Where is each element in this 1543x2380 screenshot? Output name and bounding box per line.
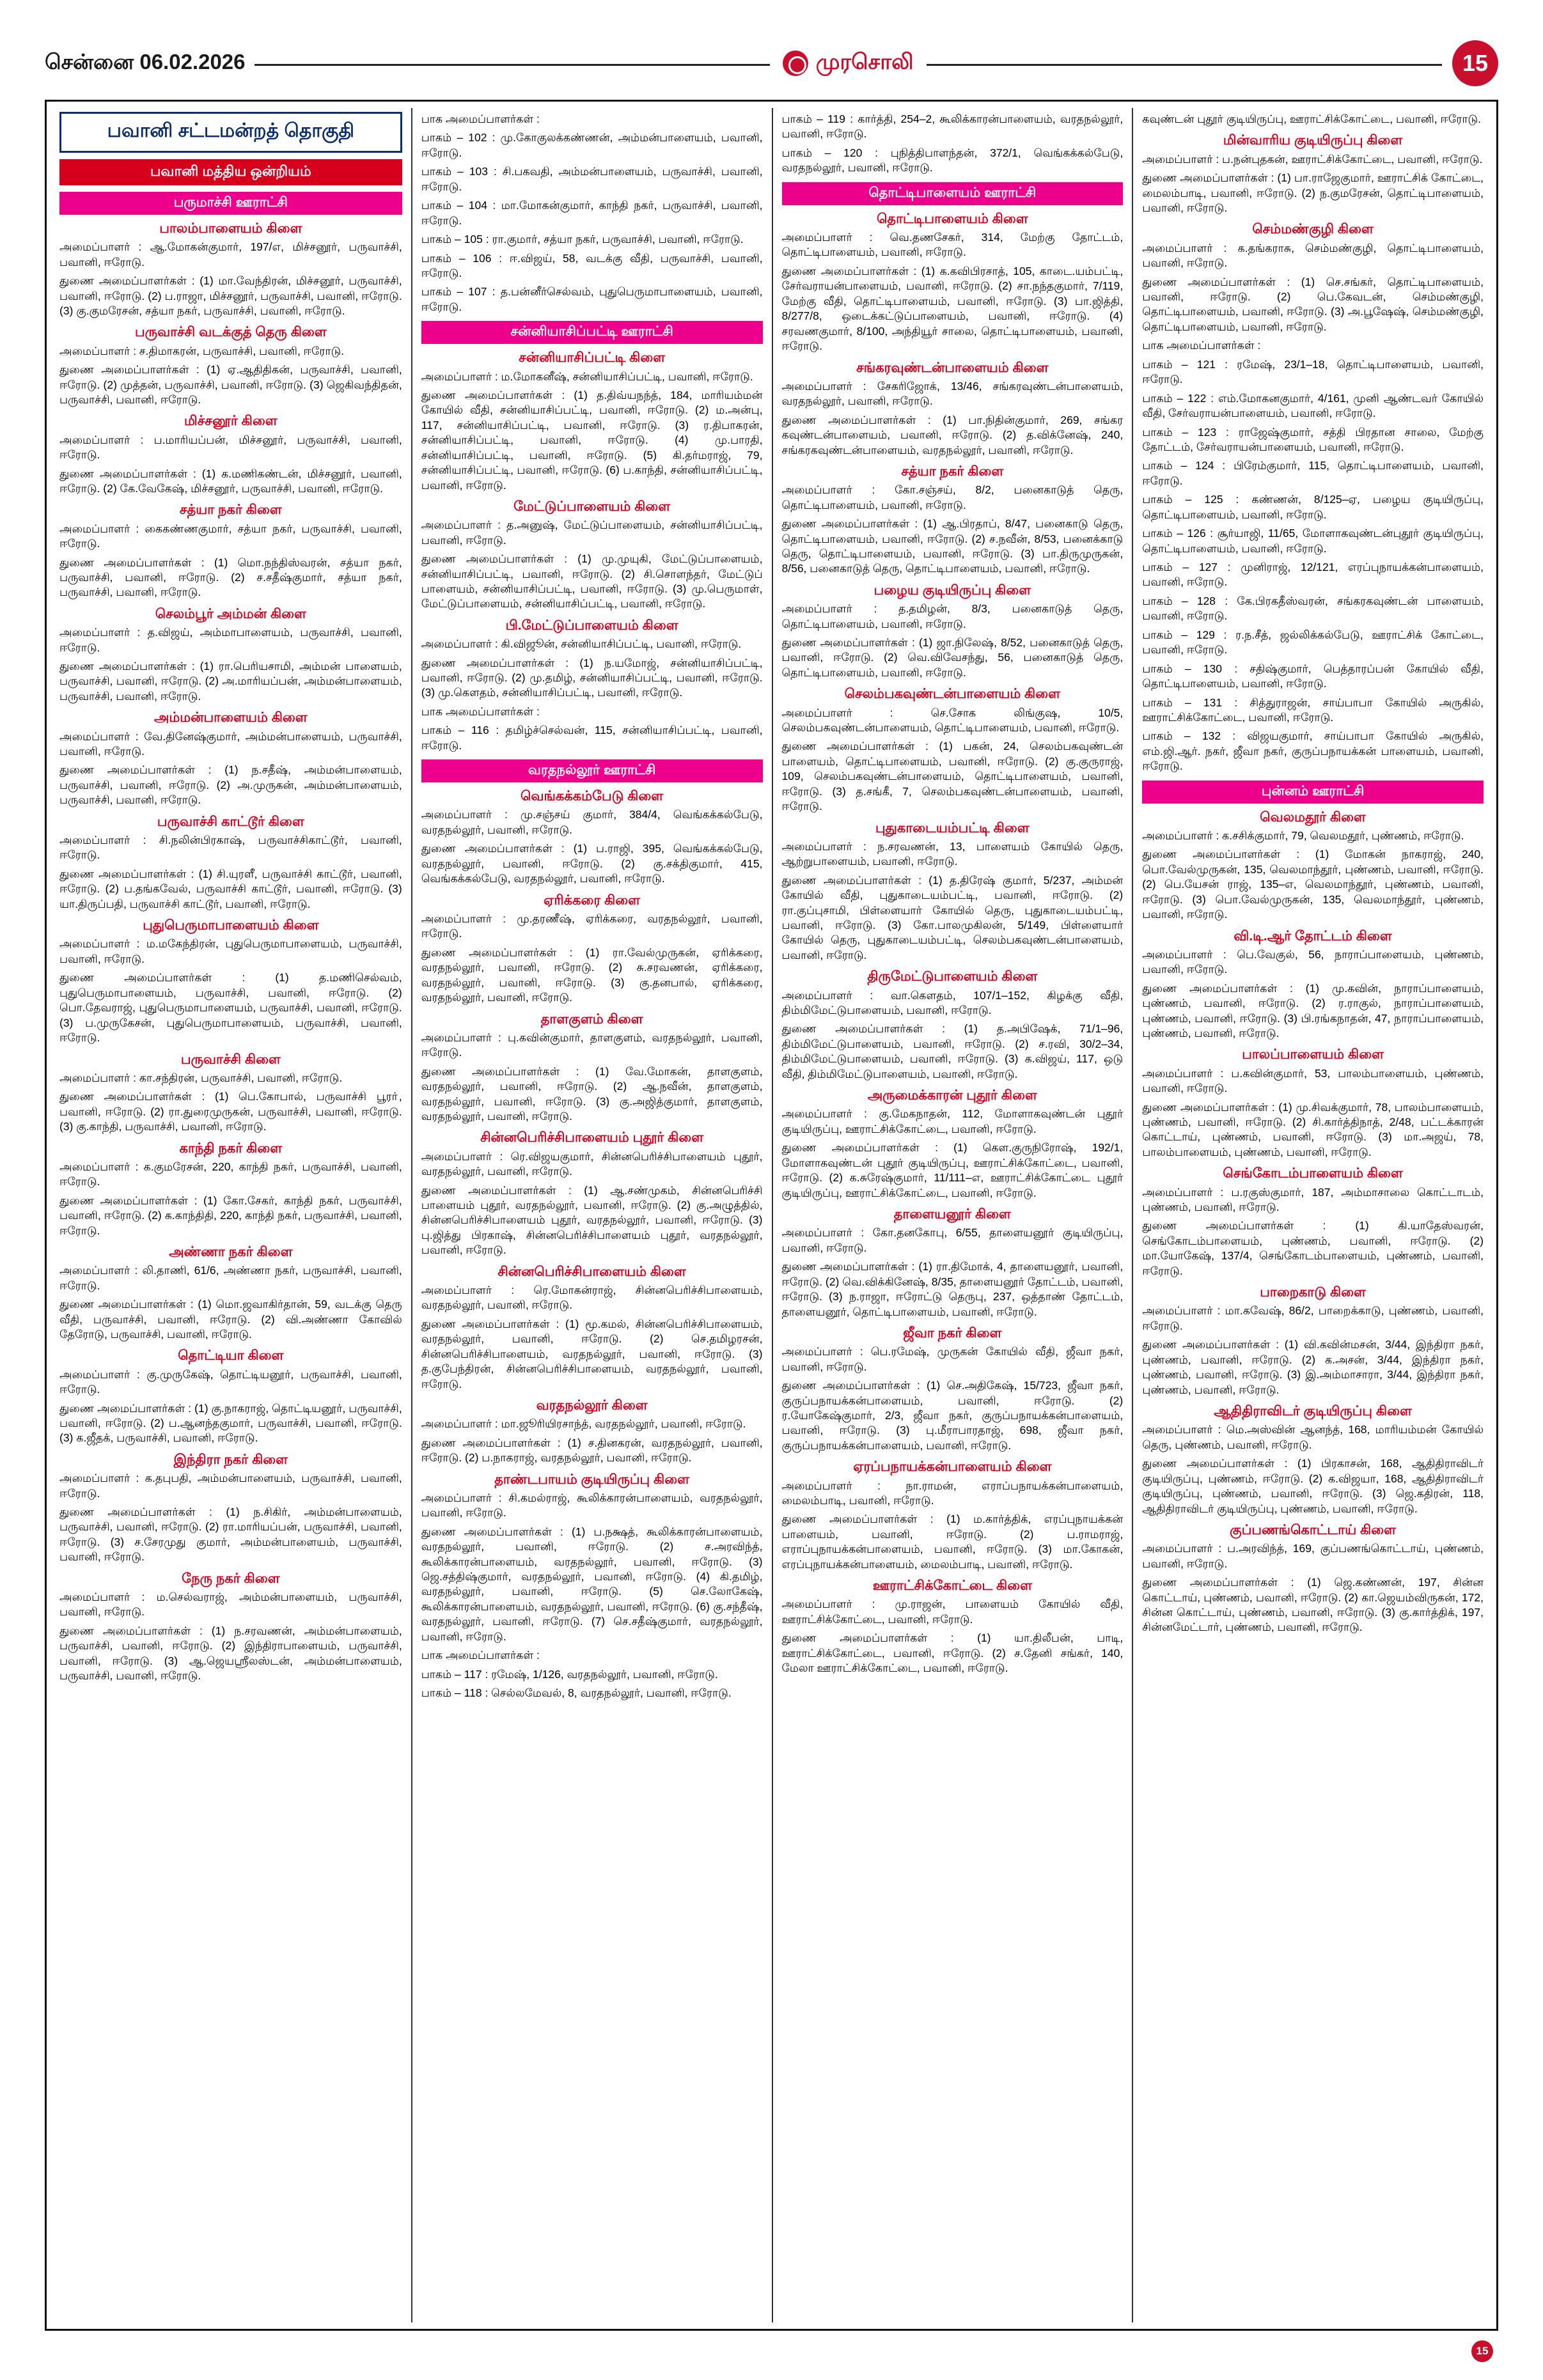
branch-heading: செம்மண்குழி கிளை	[1252, 222, 1374, 237]
part-organizer-entry: பாகம் – 124 : பிரேம்குமார், 115, தொட்டிபாளையம், பவானி, ஈரோடு.	[1142, 459, 1484, 487]
column-4	[1132, 108, 1492, 2322]
organizer-entry: துணை அமைப்பாளர்கள் : (1) த.திவ்யநந்த், 184, மாரியம்மன் கோயில் வீதி, சன்னியாசிப்பட்டி, பவானி, ஈரோடு. (2) ம.அன்பு, 117, சன்னியாசிப்பட்டி, பவானி, ஈரோடு. (3) ர.திபாகரன், சன்னியாசிப்பட்டி, பவானி, ஈரோடு. (4) மு.பாரதி, சன்னியாசிப்பட்டி, பவானி, ஈரோடு. (5) கி.தர்மராஜ், 79, சன்னியாசிப்பட்டி, பவானி, ஈரோடு. (6) ப.காந்தி, சன்னியாசிப்பட்டி, பவானி, ஈரோடு.	[421, 388, 763, 492]
branch-heading: ஜீவா நகர் கிளை	[903, 1325, 1002, 1341]
organizer-entry: துணை அமைப்பாளர்கள் : (1) மு.சிவக்குமார், 78, பாலம்பாளையம், புண்ணம், பவானி, ஈரோடு. (2) சி.கார்த்திநாத், 2/48, பட்டக்காரன் கொட்டாய், புண்ணம், பவானி, ஈரோடு. (3) மா.அஜய், 78, பாலம்பாளையம், புண்ணம், பவானி, ஈரோடு.	[1142, 1100, 1484, 1158]
branch-heading: அம்மன்பாளையம் கிளை	[154, 710, 308, 726]
union-heading: பவானி மத்திய ஒன்றியம்	[59, 159, 402, 185]
organizer-entry: துணை அமைப்பாளர்கள் : (1) மு.முயுகி, மேட்டுப்பாளையம், சன்னியாசிப்பட்டி, பவானி, ஈரோடு. (2) சி.சொளந்தர், மேட்டுப் பாளையம், சன்னியாசிப்பட்டி, பவானி, ஈரோடு. (3) மு.பெருமாள், மேட்டுப்பாளையம், சன்னியாசிப்பட்டி, பவானி, ஈரோடு.	[421, 552, 763, 611]
panchayat-heading: பருமாச்சி ஊராட்சி	[59, 192, 402, 215]
organizer-entry: துணை அமைப்பாளர்கள் : (1) கு.நாகராஜ், தொட்டியனூர், பருவாச்சி, பவானி, ஈரோடு. (2) ப.ஆனந்தகுமார், பருவாச்சி, பவானி, ஈரோடு. (3) க.ஜீதக், பருவாச்சி, பவானி, ஈரோடு.	[59, 1401, 402, 1445]
organizer-entry: துணை அமைப்பாளர்கள் : (1) பா.ராஜேகுமார், ஊராட்சிக் கோட்டை, மைலம்பாடி, பவானி, ஈரோடு. (2) ந.குமரேசன், தொட்டிபாளையம், பவானி, ஈரோடு.	[1142, 171, 1484, 214]
organizer-entry: அமைப்பாளர் : கு.முருகேஷ், தொட்டியனூர், பருவாச்சி, பவானி, ஈரோடு.	[59, 1367, 402, 1396]
branch-heading: சங்கரவுண்டன்பாளையம் கிளை	[856, 360, 1049, 375]
branch-heading: சத்யா நகர் கிளை	[179, 502, 282, 518]
part-organizer-entry: பாகம் – 121 : ரமேஷ், 23/1–18, தொட்டிபாளையம், பவானி, ஈரோடு.	[1142, 357, 1484, 386]
part-organizer-entry: பாகம் – 127 : முனிராஜ், 12/121, எரப்புநாயக்கன்பாளையம், பவானி, ஈரோடு.	[1142, 561, 1484, 589]
part-organizer-entry: பாகம் – 120 : புநித்திபாளந்தன், 372/1, வெங்கக்கல்பேடு, வரதநல்லூர், பவானி, ஈரோடு.	[781, 146, 1124, 175]
organizer-entry: அமைப்பாளர் : க.தங்கராசு, செம்மண்குழி, தொட்டிபாளையம், பவானி, ஈரோடு.	[1142, 241, 1484, 270]
constituency-title	[59, 112, 402, 153]
organizer-entry: துணை அமைப்பாளர்கள் : (1) கி.யாதேஸ்வரன், செங்கோடம்பாளையம், புண்ணம், பவானி, ஈரோடு. (2) மா.யோகேஷ், 137/4, செங்கோடம்பாளையம், புண்ணம், பவானி, ஈரோடு.	[1142, 1219, 1484, 1277]
organizer-entry: துணை அமைப்பாளர்கள் : (1) ந.சதீஷ், அம்மன்பாளையம், பருவாச்சி, பவானி, ஈரோடு. (2) அ.முருகன், அம்மன்பாளையம், பருவாச்சி, பவானி, ஈரோடு.	[59, 763, 402, 807]
column-1	[51, 108, 411, 2322]
part-organizer-entry: பாகம் – 122 : எம்.மோகனகுமார், 4/161, முனி ஆண்டவர் கோயில் வீதி, சேர்வராயன்பாளையம், பவானி, ஈரோடு.	[1142, 391, 1484, 420]
organizer-entry: அமைப்பாளர் : க.குமரேசன், 220, காந்தி நகர், பருவாச்சி, பவானி, ஈரோடு.	[59, 1160, 402, 1188]
organizer-entry: அமைப்பாளர் : கோ.தனகோபு, 6/55, தாளையனூர் குடியிருப்பு, பவானி, ஈரோடு.	[781, 1226, 1124, 1254]
organizer-entry: துணை அமைப்பாளர்கள் : (1) பகன், 24, செலம்பகவுண்டன் பாளையம், தொட்டிபாளையம், பவானி, ஈரோடு. (2) கு.குருராஜ், 109, செலம்பகவுண்டன்பாளையம், தொட்டிபாளையம், பவானி, ஈரோடு. (3) த.சங்கீ, 7, செலம்பகவுண்டன்பாளையம், பவானி, ஈரோடு.	[781, 740, 1124, 813]
organizer-entry: அமைப்பாளர் : மு.தரணீஷ், ஏரிக்கரை, வரதநல்லூர், பவானி, ஈரோடு.	[421, 912, 763, 940]
part-organizer-entry: பாகம் – 104 : மா.மோகன்குமார், காந்தி நகர், பருவாச்சி, பவானி, ஈரோடு.	[421, 199, 763, 227]
branch-heading: சின்னபெரிச்சிபாளையம் கிளை	[497, 1264, 686, 1279]
organizer-entry: துணை அமைப்பாளர்கள் : (1) ரா.திமோக், 4, தாளையனூர், பவானி, ஈரோடு. (2) வெ.விக்கினேஷ், 8/35, தாளையனூர் தோட்டம், பவானி, ஈரோடு. (3) ந.ராஜா, ஈரோட்டு தெருபு, 237, ஒத்தாண் தோட்டம், தாளையனூர், தொட்டிபாளையம், பவானி, ஈரோடு.	[781, 1260, 1124, 1318]
organizer-entry: துணை அமைப்பாளர்கள் : (1) மோகன் நாகராஜ், 240, பொ.வேல்முருகன், 135, வெலமாந்தூர், புண்ணம், பவானி, ஈரோடு. (2) பெ.யேசன் ராஜ், 135–எ, வெலமாந்தூர், புண்ணம், பவானி, ஈரோடு. (3) பொ.வேல்முருகன், 135, வெலமாந்தூர், புண்ணம், பவானி, ஈரோடு.	[1142, 848, 1484, 921]
organizer-entry: அமைப்பாளர் : மெ.அஸ்வின் ஆனந்த், 168, மாரியம்மன் கோயில் தெரு, புண்ணம், பவானி, ஈரோடு.	[1142, 1423, 1484, 1451]
publication-name: முரசொலி	[815, 49, 914, 74]
branch-heading: தொட்டியா கிளை	[178, 1348, 284, 1364]
part-organizer-entry: கவுண்டன் புதூர் குடியிருப்பு, ஊராட்சிக்கோட்டை, பவானி, ஈரோடு.	[1142, 113, 1481, 125]
part-organizer-entry: பாகம் – 119 : கார்த்தி, 254–2, கூலிக்காரன்பாளையம், வரதநல்லூர், பவானி, ஈரோடு.	[781, 113, 1124, 141]
branch-heading: வெலமதூர் கிளை	[1260, 809, 1366, 825]
organizer-entry: அமைப்பாளர் : ரெ.விஜயகுமார், சின்னபெரிச்சிபாளையம் புதூர், வரதநல்லூர், பவானி, ஈரோடு.	[421, 1149, 763, 1178]
part-organizer-entry: பாகம் – 117 : ரமேஷ், 1/126, வரதநல்லூர், பவானி, ஈரோடு.	[421, 1667, 718, 1681]
branch-heading: செலம்பகவுண்டன்பாளையம் கிளை	[844, 687, 1061, 702]
organizer-entry: துணை அமைப்பாளர்கள் : (1) செ.அதிகேஷ், 15/723, ஜீவா நகர், குருப்பநாயக்கன்பாளையம், பவானி, ஈரோடு. (2) ர.யோகேஷ்குமார், 2/3, ஜீவா நகர், குருப்பநாயக்கன்பாளையம், பவானி, ஈரோடு. (3) பு.மீராபாரதாஜ், 698, ஜீவா நகர், குருப்பநாயக்கன்பாளையம், பவானி, ஈரோடு.	[781, 1379, 1124, 1452]
part-organizer-entry: பாக அமைப்பாளர்கள் :	[421, 113, 540, 125]
part-organizer-entry: பாகம் – 131 : சித்துராஜன், சாய்பாபா கோயில் அருகில், ஊராட்சிக்கோட்டை, பவானி, ஈரோடு.	[1142, 696, 1484, 724]
organizer-entry: துணை அமைப்பாளர்கள் : (1) ம.கார்த்திக், எரப்புநாயக்கன் பாளையம், பவானி, ஈரோடு. (2) ப.ராமராஜ், எராப்புநாயக்கன்பாளையம், பவானி, ஈரோடு. (3) மா.கோகன், எரப்புநாயக்கன்பாளையம், மைலம்பாடி, பவானி, ஈரோடு.	[781, 1513, 1124, 1571]
organizer-entry: அமைப்பாளர் : ஆ.மோகன்குமார், 197/எ, மிச்சனூர், பருவாச்சி, பவானி, ஈரோடு.	[59, 240, 402, 268]
organizer-entry: அமைப்பாளர் : ப.கவின்குமார், 53, பாலம்பாளையம், புண்ணம், பவானி, ஈரோடு.	[1142, 1066, 1484, 1095]
panchayat-heading: சன்னியாசிப்பட்டி ஊராட்சி	[421, 321, 763, 344]
organizer-entry: அமைப்பாளர் : க.சசிக்குமார், 79, வெலமதூர், புண்ணம், ஈரோடு.	[1142, 828, 1464, 842]
branch-heading: தாளகுளம் கிளை	[540, 1011, 643, 1027]
panchayat-heading: தொட்டிபாளையம் ஊராட்சி	[782, 182, 1124, 205]
organizer-entry: அமைப்பாளர் : சி.கமல்ராஜ், கூலிக்காரன்பாளையம், வரதநல்லூர், பவானி, ஈரோடு.	[421, 1491, 763, 1520]
organizer-entry: துணை அமைப்பாளர்கள் : (1) க.கவிபிரசாத், 105, காடை.யம்பட்டி, சேர்வராயன்பாளையம், பவானி, ஈரோடு. (2) சா.நந்தகுமார், 7/119, மேற்கு வீதி, தொட்டிபாளையம், பவானி, ஈரோடு. (3) பா.ஜித்தி, 8/277/8, ஒடைக்கட்டுப்பாளையம், பவானி, ஈரோடு. (4) சரவணகுமார், 8/100, அந்தியூர் சாலை, தொட்டிபாளையம், பவானி, ஈரோடு.	[781, 264, 1124, 353]
organizer-entry: அமைப்பாளர் : ப.அரவிந்த், 169, குப்பணங்கொட்டாய், புண்ணம், பவானி, ஈரோடு.	[1142, 1542, 1484, 1570]
organizer-entry: துணை அமைப்பாளர்கள் : (1) ஆ.சண்முகம், சின்னபெரிச்சி பாளையம் புதூர், வரதநல்லூர், பவானி, ஈரோடு. (2) கு.அழுத்தில், சின்னபெரிச்சிபாளையம் புதூர், வரதநல்லூர், பவானி, ஈரோடு. (3) பு.ஜித்து பிரகாஷ், சின்னபெரிச்சிபாளையம் புதூர், வரதநல்லூர், பவானி, ஈரோடு.	[421, 1183, 763, 1257]
branch-heading: பருவாச்சி காட்டூர் கிளை	[157, 814, 304, 829]
panchayat-heading: புன்னம் ஊராட்சி	[1142, 781, 1484, 804]
branch-heading: மேட்டுப்பாளையம் கிளை	[513, 499, 671, 514]
part-organizer-entry: பாகம் – 128 : கே.பிரகதீஸ்வரன், சங்கரகவுண்டன் பாளையம், பவானி, ஈரோடு.	[1142, 594, 1484, 623]
branch-heading: செங்கோடம்பாளையம் கிளை	[1223, 1166, 1403, 1181]
branch-heading: ஏரிக்கரை கிளை	[544, 892, 641, 908]
organizer-entry: துணை அமைப்பாளர்கள் : (1) செ.சங்கர், தொட்டிபாளையம், பவானி, ஈரோடு. (2) பெ.கேவடன், செம்மண்குழி, தொட்டிபாளையம், பவானி, ஈரோடு. (3) அ.பூஷேஷ், செம்மண்குழி, தொட்டிபாளையம், பவானி, ஈரோடு.	[1142, 275, 1484, 333]
part-organizer-entry: பாக அமைப்பாளர்கள் :	[421, 1649, 540, 1662]
edition-date: சென்னை 06.02.2026	[45, 49, 246, 74]
branch-heading: வரதநல்லூர் கிளை	[536, 1398, 648, 1413]
column-3	[772, 108, 1132, 2322]
organizer-entry: துணை அமைப்பாளர்கள் : (1) யா.திலீபன், பாடி, ஊராட்சிக்கோட்டை, பவானி, ஈரோடு. (2) ச.தேனி சங்கர், 140, மேலா ஊராட்சிக்கோட்டை, பவானி, ஈரோடு.	[781, 1631, 1124, 1675]
organizer-entry: அமைப்பாளர் : சேகரிஜோக், 13/46, சங்கரவுண்டன்பாளையம், வரதநல்லூர், பவானி, ஈரோடு.	[781, 379, 1124, 408]
organizer-entry: துணை அமைப்பாளர்கள் : (1) ரா.வேல்முருகன், ஏரிக்கரை, வரதநல்லூர், பவானி, ஈரோடு. (2) சு.சரவணன், ஏரிக்கரை, வரதநல்லூர், பவானி, ஈரோடு. (3) கு.தனபால், ஏரிக்கரை, வரதநல்லூர், பவானி, ஈரோடு.	[421, 945, 763, 1004]
branch-heading: பழைய குடியிருப்பு கிளை	[873, 582, 1031, 598]
branch-heading: திருமேட்டுபாளையம் கிளை	[867, 969, 1038, 984]
organizer-entry: அமைப்பாளர் : செ.சோக லிங்குஷ, 10/5, செலம்பகவுண்டன்பாளையம், தொட்டிபாளையம், பவானி, ஈரோடு.	[781, 706, 1124, 734]
organizer-entry: அமைப்பாளர் : ச.திமாகரன், பருவாச்சி, பவானி, ஈரோடு.	[59, 344, 345, 357]
organizer-entry: அமைப்பாளர் : மு.சஞ்சய் குமார், 384/4, வெங்கக்கல்பேடு, வரதநல்லூர், பவானி, ஈரோடு.	[421, 808, 763, 836]
branch-heading: வி.டி.ஆர் தோட்டம் கிளை	[1234, 928, 1392, 944]
organizer-entry: அமைப்பாளர் : கு.மேகநாதன், 112, மோளாகவுண்டன் புதூர் குடியிருப்பு, ஊராட்சிக்கோட்டை, பவானி, ஈரோடு.	[781, 1107, 1124, 1135]
branch-heading: புதுகாடையம்பட்டி கிளை	[875, 820, 1030, 836]
branch-heading: குப்பணங்கொட்டாய் கிளை	[1230, 1522, 1397, 1537]
part-organizer-entry: பாகம் – 129 : ர.ந.சீத், ஜல்லிக்கல்பேடு, ஊராட்சிக் கோட்டை, பவானி, ஈரோடு.	[1142, 628, 1484, 657]
part-organizer-entry: பாகம் – 123 : ராஜேஷ்குமார், சத்தி பிரதான சாலை, மேற்கு தோட்டம், சேர்வராயன்பாளையம், பவானி, ஈரோடு.	[1142, 425, 1484, 453]
branch-heading: நேரு நகர் கிளை	[182, 1571, 280, 1586]
part-organizer-entry: பாகம் – 132 : விஜயகுமார், சாய்பாபா கோயில் அருகில், எம்.ஜி.ஆர். நகர், ஜீவா நகர், குருப்பநாயக்கன் பாளையம், பவானி, ஈரோடு.	[1142, 729, 1484, 773]
part-organizer-entry: பாக அமைப்பாளர்கள் :	[421, 704, 540, 718]
branch-heading: காந்தி நகர் கிளை	[179, 1140, 283, 1156]
organizer-entry: துணை அமைப்பாளர்கள் : (1) ஜா.நிலேஷ், 8/52, பனைகாடுத் தெரு, பவானி, ஈரோடு. (2) வெ.விவேசந்து, 56, பனைகாடுத் தெரு, தொட்டிபாளையம், பவானி, ஈரோடு.	[781, 635, 1124, 679]
footer-page-number: 15	[1471, 2340, 1493, 2362]
organizer-entry: அமைப்பாளர் : க.தபுபதி, அம்மன்பாளையம், பருவாச்சி, பவானி, ஈரோடு.	[59, 1472, 402, 1500]
murasoli-emblem-icon	[783, 51, 808, 76]
organizer-entry: அமைப்பாளர் : பெ.வேகுல், 56, நாராப்பாளையம், புண்ணம், பவானி, ஈரோடு.	[1142, 947, 1484, 976]
branch-heading: ஆதிதிராவிடர் குடியிருப்பு கிளை	[1214, 1404, 1412, 1419]
organizer-entry: அமைப்பாளர் : கைகண்ணகுமார், சத்யா நகர், பருவாச்சி, பவானி, ஈரோடு.	[59, 522, 402, 550]
organizer-entry: அமைப்பாளர் : கி.விஜூன், சன்னியாசிப்பட்டி, பவானி, ஈரோடு.	[421, 637, 742, 651]
organizer-entry: அமைப்பாளர் : கா.சந்திரன், பருவாச்சி, பவானி, ஈரோடு.	[59, 1071, 343, 1084]
part-organizer-entry: பாகம் – 118 : செல்லமேவல், 8, வரதநல்லூர், பவானி, ஈரோடு.	[421, 1686, 732, 1700]
organizer-entry: அமைப்பாளர் : ம.மோகனீஷ், சன்னியாசிப்பட்டி, பவானி, ஈரோடு.	[421, 369, 753, 383]
organizer-entry: துணை அமைப்பாளர்கள் : (1) வே.மோகன், தாளகுளம், வரதநல்லூர், பவானி, ஈரோடு. (2) ஆ.நவீன், தாளகுளம், வரதநல்லூர், பவானி, ஈரோடு. (3) கு.அஜித்குமார், தாளகுளம், வரதநல்லூர், பவானி, ஈரோடு.	[421, 1064, 763, 1123]
organizer-entry: அமைப்பாளர் : த.அனுஷ், மேட்டுப்பாளையம், சன்னியாசிப்பட்டி, பவானி, ஈரோடு.	[421, 518, 763, 547]
organizer-entry: அமைப்பாளர் : கோ.சஞ்சய், 8/2, பனைகாடுத் தெரு, தொட்டிபாளையம், பவானி, ஈரோடு.	[781, 483, 1124, 511]
branch-heading: சன்னியாசிப்பட்டி கிளை	[519, 350, 666, 366]
masthead	[45, 38, 1498, 88]
organizer-entry: அமைப்பாளர் : மு.ராஜன், பாளையம் கோயில் வீதி, ஊராட்சிக்கோட்டை, பவானி, ஈரோடு.	[781, 1598, 1124, 1626]
part-organizer-entry: பாக அமைப்பாளர்கள் :	[1142, 339, 1261, 352]
part-organizer-entry: பாகம் – 105 : ரா.குமார், சத்யா நகர், பருவாச்சி, பவானி, ஈரோடு.	[421, 233, 744, 246]
branch-heading: புதுபெருமாபாளையம் கிளை	[143, 918, 319, 933]
constituency-title-text: பவானி சட்டமன்றத் தொகுதி	[107, 120, 355, 141]
organizer-entry: அமைப்பாளர் : த.விஜய், அம்மாபாளையம், பருவாச்சி, பவானி, ஈரோடு.	[59, 626, 402, 654]
organizer-entry: அமைப்பாளர் : நா.ராமன், எராப்பநாயக்கன்பாளையம், மைலம்பாடி, பவானி, ஈரோடு.	[781, 1479, 1124, 1507]
organizer-entry: துணை அமைப்பாளர்கள் : (1) சி.யுரளீ, பருவாச்சி காட்டூர், பவானி, ஈரோடு. (2) ப.தங்கவேல், பருவாச்சி காட்டூர், பவானி, ஈரோடு. (3) யா.திருப்பதி, பருவாச்சி காட்டூர், பவானி, ஈரோடு.	[59, 867, 402, 910]
page-number-badge: 15	[1452, 40, 1498, 86]
organizer-entry: அமைப்பாளர் : ப.ரகுஸ்குமார், 187, அம்மாசாலை கொட்டாடம், புண்ணம், பவானி, ஈரோடு.	[1142, 1185, 1484, 1213]
masthead-rule-right	[927, 64, 1442, 66]
organizer-entry: அமைப்பாளர் : லி.தாணி, 61/6, அண்ணா நகர், பருவாச்சி, பவானி, ஈரோடு.	[59, 1264, 402, 1292]
part-organizer-entry: பாகம் – 107 : த.பன்னீர்செல்வம், புதுபெருமாபாளையம், பவானி, ஈரோடு.	[421, 285, 763, 313]
content-frame	[45, 100, 1498, 2331]
organizer-entry: துணை அமைப்பாளர்கள் : (1) மா.வேந்திரன், மிச்சனூர், பருவாச்சி, பவானி, ஈரோடு. (2) ப.ராஜா, மிச்சனூர், பருவாச்சி, பவானி, ஈரோடு. (3) கு.குமரேசன், சத்யா நகர், பருவாச்சி, பவானி, ஈரோடு.	[59, 274, 402, 317]
branch-heading: வெங்கக்கம்பேடு கிளை	[521, 789, 664, 804]
panchayat-heading: வரதநல்லூர் ஊராட்சி	[421, 759, 763, 782]
organizer-entry: துணை அமைப்பாளர்கள் : (1) ஏ.ஆதிதிகன், பருவாச்சி, பவானி, ஈரோடு. (2) முத்தன், பருவாச்சி, பவானி, ஈரோடு. (3) ஜெகிவந்திதன், பருவாச்சி, பவானி, ஈரோடு.	[59, 363, 402, 406]
organizer-entry: துணை அமைப்பாளர்கள் : (1) ரா.பெரியசாமி, அம்மன் பாளையம், பருவாச்சி, பவானி, ஈரோடு. (2) அ.மாரியப்பன், அம்மன்பாளையம், பருவாச்சி, பவானி, ஈரோடு.	[59, 660, 402, 703]
organizer-entry: துணை அமைப்பாளர்கள் : (1) மொ.ஜவாகிர்தான், 59, வடக்கு தெரு வீதி, பருவாச்சி, பவானி, ஈரோடு. (2) வி.அண்ணா கோவில் தேரோடு, பருவாச்சி, பவானி, ஈரோடு.	[59, 1298, 402, 1341]
organizer-entry: துணை அமைப்பாளர்கள் : (1) க.மணிகண்டன், மிச்சனூர், பவானி, ஈரோடு. (2) கே.வேகேஷ், மிச்சனூர், பருவாச்சி, பவானி, ஈரோடு.	[59, 467, 402, 495]
organizer-entry: துணை அமைப்பாளர்கள் : (1) ஆ.பிரதாப், 8/47, பனைகாடு தெரு, தொட்டிபாளையம், பவானி, ஈரோடு. (2) ச.நவீன், 8/53, பனைக்காடு தெரு, தொட்டிபாளையம், பவானி, ஈரோடு. (3) பா.திருமுருகன், 8/56, பனைகாடுத் தெரு, தொட்டிபாளையம், பவானி, ஈரோடு.	[781, 517, 1124, 575]
branch-heading: இந்திரா நகர் கிளை	[173, 1452, 288, 1467]
organizer-entry: அமைப்பாளர் : சி.நலின்பிரகாஷ், பருவாச்சிகாட்டூர், பவானி, ஈரோடு.	[59, 834, 402, 862]
organizer-entry: அமைப்பாளர் : மா.ஜூரியிரசாந்த், வரதநல்லூர், பவானி, ஈரோடு.	[421, 1417, 746, 1431]
branch-heading: ஏரப்பநாயக்கன்பாளையம் கிளை	[853, 1459, 1052, 1475]
organizer-entry: துணை அமைப்பாளர்கள் : (1) ந.சிகிர், அம்மன்பாளையம், பருவாச்சி, பவானி, ஈரோடு. (2) ரா.மாரியப்பன், பருவாச்சி, பவானி, ஈரோடு. (3) ச.சேரமுது குமார், அம்மன்பாளையம், பருவாச்சி, பவானி, ஈரோடு.	[59, 1505, 402, 1564]
organizer-entry: துணை அமைப்பாளர்கள் : (1) பா.நிதின்குமார், 269, சங்கர கவுண்டன்பாளையம், பவானி, ஈரோடு. (2) த.விக்னேஷ், 240, சங்கரகவுண்டன்பாளையம், வரதநல்லூர், பவானி, ஈரோடு.	[781, 413, 1124, 456]
part-organizer-entry: பாகம் – 116 : தமிழ்ச்செல்வன், 115, சன்னியாசிப்பட்டி, பவானி, ஈரோடு.	[421, 724, 763, 752]
branch-heading: பாறைகாடு கிளை	[1260, 1285, 1367, 1300]
organizer-entry: அமைப்பாளர் : பெ.ரமேஷ், முருகன் கோயில் வீதி, ஜீவா நகர், பவானி, ஈரோடு.	[781, 1345, 1124, 1373]
organizer-entry: துணை அமைப்பாளர்கள் : (1) பிரகாசன், 168, ஆதிதிராவிடர் குடியிருப்பு, புண்ணம், ஈரோடு. (2) க.விஜயா, 168, ஆதிதிராவிடர் குடியிருப்பு, புண்ணம், பவானி, ஈரோடு. (3) ஜெ.கதிரன், 118, ஆதிதிராவிடர் குடியிருப்பு, புண்ணம், பவானி, ஈரோடு.	[1142, 1457, 1484, 1515]
branch-heading: தொட்டிபாளையம் கிளை	[877, 211, 1028, 226]
branch-heading: தாண்டபாயம் குடியிருப்பு கிளை	[494, 1472, 690, 1487]
organizer-entry: துணை அமைப்பாளர்கள் : (1) த.திரேஷ் குமார், 5/237, அம்மன் கோயில் வீதி, புதுகாடையம்பட்டி, பவானி, ஈரோடு. (2) ரா.குப்புசாமி, பிள்ளையார் கோயில் தெரு, புதுகாடையம்பட்டி, பவானி, ஈரோடு. (3) கோ.பாலமுகிலன், 5/149, பிள்ளையார் கோயில் தெரு, புதுகாடையம்பட்டி, செலம்பகவுண்டன்பாளையம், பவானி, ஈரோடு.	[781, 873, 1124, 961]
part-organizer-entry: பாகம் – 130 : சதிஷ்குமார், பெத்தாரப்பன் கோயில் வீதி, தொட்டிபாளையம், பவானி, ஈரோடு.	[1142, 662, 1484, 690]
organizer-entry: அமைப்பாளர் : வே.தினேஷ்குமார், அம்மன்பாளையம், பருவாச்சி, பவானி, ஈரோடு.	[59, 729, 402, 758]
organizer-entry: அமைப்பாளர் : ம.மகேந்திரன், புதுபெருமாபாளையம், பருவாச்சி, பவானி, ஈரோடு.	[59, 937, 402, 965]
part-organizer-entry: பாகம் – 102 : மு.கோகுலக்கண்ணன், அம்மன்பாளையம், பவானி, ஈரோடு.	[421, 131, 763, 159]
branch-heading: பருவாச்சி கிளை	[180, 1052, 281, 1067]
masthead-rule-left	[255, 64, 770, 66]
organizer-entry: அமைப்பாளர் : ம.செல்வராஜ், அம்மன்பாளையம், பருவாச்சி, பவானி, ஈரோடு.	[59, 1590, 402, 1619]
organizer-entry: அமைப்பாளர் : த.தமிழன், 8/3, பனைகாடுத் தெரு, தொட்டிபாளையம், பவானி, ஈரோடு.	[781, 602, 1124, 630]
organizer-entry: துணை அமைப்பாளர்கள் : (1) மொ.நந்திஸ்வரன், சத்யா நகர், பருவாச்சி, பவானி, ஈரோடு. (2) ச.சதீஷ்குமார், சத்யா நகர், பருவாச்சி, பவானி, ஈரோடு.	[59, 556, 402, 599]
column-2	[411, 108, 772, 2322]
organizer-entry: அமைப்பாளர் : ந.சரவணன், 13, பாளையம் கோயில் தெரு, ஆற்றுபாளையம், பவானி, ஈரோடு.	[781, 839, 1124, 868]
organizer-entry: துணை அமைப்பாளர்கள் : (1) வி.கவின்மசன், 3/44, இந்திரா நகர், புண்ணம், பவானி, ஈரோடு. (2) க.அசன், 3/44, இந்திரா நகர், புண்ணம், பவானி, ஈரோடு. (3) இ.அம்மாசாரா, 3/44, இந்திரா நகர், புண்ணம், பவானி, ஈரோடு.	[1142, 1338, 1484, 1396]
organizer-entry: துணை அமைப்பாளர்கள் : (1) ப.ராஜி, 395, வெங்கக்கல்பேடு, வரதநல்லூர், பவானி, ஈரோடு. (2) கு.சக்திகுமார், 415, வெங்கக்கல்பேடு, வரதநல்லூர், பவானி, ஈரோடு.	[421, 842, 763, 885]
branch-heading: மின்வாரிய குடியிருப்பு கிளை	[1223, 133, 1403, 148]
organizer-entry: துணை அமைப்பாளர்கள் : (1) கௌ.குருநிரோஷ், 192/1, மோளாகவுண்டன் புதூர் குடியிருப்பு, ஊராட்சிக்கோட்டை, பவானி, ஈரோடு. (2) க.சுரேஷ்குமார், 11/111–எ, ஊராட்சிக்கோட்டை புதூர் குடியிருப்பு, ஊராட்சிக்கோட்டை, பவானி, ஈரோடு.	[781, 1141, 1124, 1199]
branch-heading: மிச்சனூர் கிளை	[184, 414, 278, 429]
part-organizer-entry: பாகம் – 103 : சி.பகவதி, அம்மன்பாளையம், பருவாச்சி, பவானி, ஈரோடு.	[421, 165, 763, 193]
branch-heading: அருமைக்காரன் புதூர் கிளை	[867, 1088, 1037, 1103]
organizer-entry: துணை அமைப்பாளர்கள் : (1) ந.யமோஜ், சன்னியாசிப்பட்டி, பவானி, ஈரோடு. (2) மு.தமிழ், சன்னியாசிப்பட்டி, பவானி, ஈரோடு. (3) மு.கௌதம், சன்னியாசிப்பட்டி, பவானி, ஈரோடு.	[421, 656, 763, 699]
organizer-entry: துணை அமைப்பாளர்கள் : (1) ச.தினகரன், வரதநல்லூர், பவானி, ஈரோடு. (2) ப.நாகராஜ், வரதநல்லூர், பவானி, ஈரோடு.	[421, 1436, 763, 1465]
organizer-entry: துணை அமைப்பாளர்கள் : (1) ஜெ.கண்ணன், 197, சின்ன கொட்டாய், புண்ணம், பவானி, ஈரோடு. (2) கா.ஜெயம்விருகன், 172, சின்ன கொட்டாய், புண்ணம், பவானி, ஈரோடு. (3) கு.கார்த்திக், 197, சின்னமேட்டார், புண்ணம், பவானி, ஈரோடு.	[1142, 1576, 1484, 1634]
part-organizer-entry: பாகம் – 126 : சூர்யாஜி, 11/65, மோளாகவுண்டன்புதூர் குடியிருப்பு, தொட்டிபாளையம், பவானி, ஈரோடு.	[1142, 527, 1484, 555]
organizer-entry: துணை அமைப்பாளர்கள் : (1) மு.கவின், நாராப்பாளையம், புண்ணம், பவானி, ஈரோடு. (2) ர.ராகுல், நாராப்பாளையம், புண்ணம், பவானி, ஈரோடு. (3) பி.ரங்கநாதன், 47, நாராப்பாளையம், புண்ணம், பவானி, ஈரோடு.	[1142, 981, 1484, 1039]
organizer-entry: துணை அமைப்பாளர்கள் : (1) மூ.கமல், சின்னபெரிச்சிபாளையம், வரதநல்லூர், பவானி, ஈரோடு. (2) செ.தமிழரசன், சின்னபெரிச்சிபாளையம், வரதநல்லூர், பவானி, ஈரோடு. (3) த.குபேந்திரன், சின்னபெரிச்சிபாளையம், வரதநல்லூர், பவானி, ஈரோடு.	[421, 1317, 763, 1390]
organizer-entry: அமைப்பாளர் : ப.நன்புதகன், ஊராட்சிக்கோட்டை, பவானி, ஈரோடு.	[1142, 152, 1483, 166]
branch-heading: பாலம்பாளையம் கிளை	[159, 221, 302, 236]
organizer-entry: துணை அமைப்பாளர்கள் : (1) கோ.சேகர், காந்தி நகர், பருவாச்சி, பவானி, ஈரோடு. (2) க.காந்திதி, 220, காந்தி நகர், பருவாச்சி, பவானி, ஈரோடு.	[59, 1194, 402, 1237]
organizer-entry: துணை அமைப்பாளர்கள் : (1) த.மணிசெல்வம், புதுபெருமாபாளையம், பருவாச்சி, பவானி, ஈரோடு. (2) பொ.தேவராஜ், புதுபெருமாபாளையம், பருவாச்சி, பவானி, ஈரோடு. (3) ப.முருகேசன், புதுபெருமாபாளையம், பருவாச்சி, பவானி, ஈரோடு.	[59, 971, 402, 1045]
part-organizer-entry: பாகம் – 125 : கண்ணன், 8/125–ஏ, பழைய குடியிருப்பு, தொட்டிபாளையம், பவானி, ஈரோடு.	[1142, 493, 1484, 521]
branch-heading: பாலப்பாளையம் கிளை	[1242, 1047, 1384, 1062]
publication-logo	[770, 50, 927, 77]
branch-heading: செலம்பூர் அம்மன் கிளை	[155, 606, 306, 621]
organizer-entry: அமைப்பாளர் : ப.மாரியப்பன், மிச்சனூர், பருவாச்சி, பவானி, ஈரோடு.	[59, 433, 402, 462]
branch-heading: சின்னபெரிச்சிபாளையம் புதூர் கிளை	[480, 1130, 704, 1146]
organizer-entry: அமைப்பாளர் : பு.கவின்குமார், தாளகுளம், வரதநல்லூர், பவானி, ஈரோடு.	[421, 1031, 763, 1059]
branch-heading: பி.மேட்டுப்பாளையம் கிளை	[505, 618, 678, 633]
organizer-entry: அமைப்பாளர் : வா.கௌதம், 107/1–152, கிழக்கு வீதி, திம்மிமேட்டுபாளையம், பவானி, ஈரோடு.	[781, 988, 1124, 1016]
branch-heading: அண்ணா நகர் கிளை	[169, 1244, 293, 1259]
organizer-entry: அமைப்பாளர் : மா.கவேஷ், 86/2, பாறைக்காடு, புண்ணம், பவானி, ஈரோடு.	[1142, 1304, 1484, 1332]
branch-heading: சத்யா நகர் கிளை	[901, 463, 1004, 479]
organizer-entry: துணை அமைப்பாளர்கள் : (1) ந.சரவணன், அம்மன்பாளையம், பருவாச்சி, பவானி, ஈரோடு. (2) இந்திராபாளையம், பருவாச்சி, பவானி, ஈரோடு. (3) ஆ.ஜெயஸ்ரீலஸ்டன், அம்மன்பாளையம், பருவாச்சி, பவானி, ஈரோடு.	[59, 1624, 402, 1683]
organizer-entry: துணை அமைப்பாளர்கள் : (1) ப.நக்ஷத், கூலிக்காரன்பாளையம், வரதநல்லூர், பவானி, ஈரோடு. (2) ச.அரவிந்த், கூலிக்காரன்பாளையம், வரதநல்லூர், பவானி, ஈரோடு. (3) ஜெ.சத்திஷ்குமார், வரதநல்லூர், பவானி, ஈரோடு. (4) கி.தமிழ், வரதநல்லூர், பவானி, ஈரோடு. (5) செ.லோகேஷ், கூலிக்காரன்பாளையம், வரதநல்லூர், பவானி, ஈரோடு. (6) கு.சந்தீஷ், வரதநல்லூர், பவானி, ஈரோடு. (7) செ.சதீஷ்குமார், வரதநல்லூர், பவானி, ஈரோடு.	[421, 1525, 763, 1643]
organizer-entry: துணை அமைப்பாளர்கள் : (1) த.அபிஷேக், 71/1–96, திம்மிமேட்டுபாளையம், பவானி, ஈரோடு. (2) ச.ரவி, 30/2–34, திம்மிமேட்டுபாளையம், பவானி, ஈரோடு. (3) க.விஜய், 117, ஒடு வீதி, திம்மிமேட்டுபாளையம், பவானி, ஈரோடு.	[781, 1022, 1124, 1080]
branch-heading: தாளையனூர் கிளை	[893, 1207, 1011, 1222]
part-organizer-entry: பாகம் – 106 : ஈ.விஜய், 58, வடக்கு வீதி, பருவாச்சி, பவானி, ஈரோடு.	[421, 251, 763, 279]
organizer-entry: துணை அமைப்பாளர்கள் : (1) பெ.கோபால், பருவாச்சி பூரா், பவானி, ஈரோடு. (2) ரா.துரைமுருகன், பருவாச்சி, பவானி, ஈரோடு. (3) கு.காந்தி, பருவாச்சி, பவானி, ஈரோடு.	[59, 1090, 402, 1133]
organizer-entry: அமைப்பாளர் : வெ.தணசேகர், 314, மேற்கு தோட்டம், தொட்டிபாளையம், பவானி, ஈரோடு.	[781, 231, 1124, 259]
branch-heading: ஊராட்சிக்கோட்டை கிளை	[872, 1578, 1033, 1594]
branch-heading: பருவாச்சி வடக்குத் தெரு கிளை	[135, 325, 327, 340]
organizer-entry: அமைப்பாளர் : ரெ.மோகன்ராஜ், சின்னபெரிச்சிபாளையம், வரதநல்லூர், பவானி, ஈரோடு.	[421, 1283, 763, 1312]
